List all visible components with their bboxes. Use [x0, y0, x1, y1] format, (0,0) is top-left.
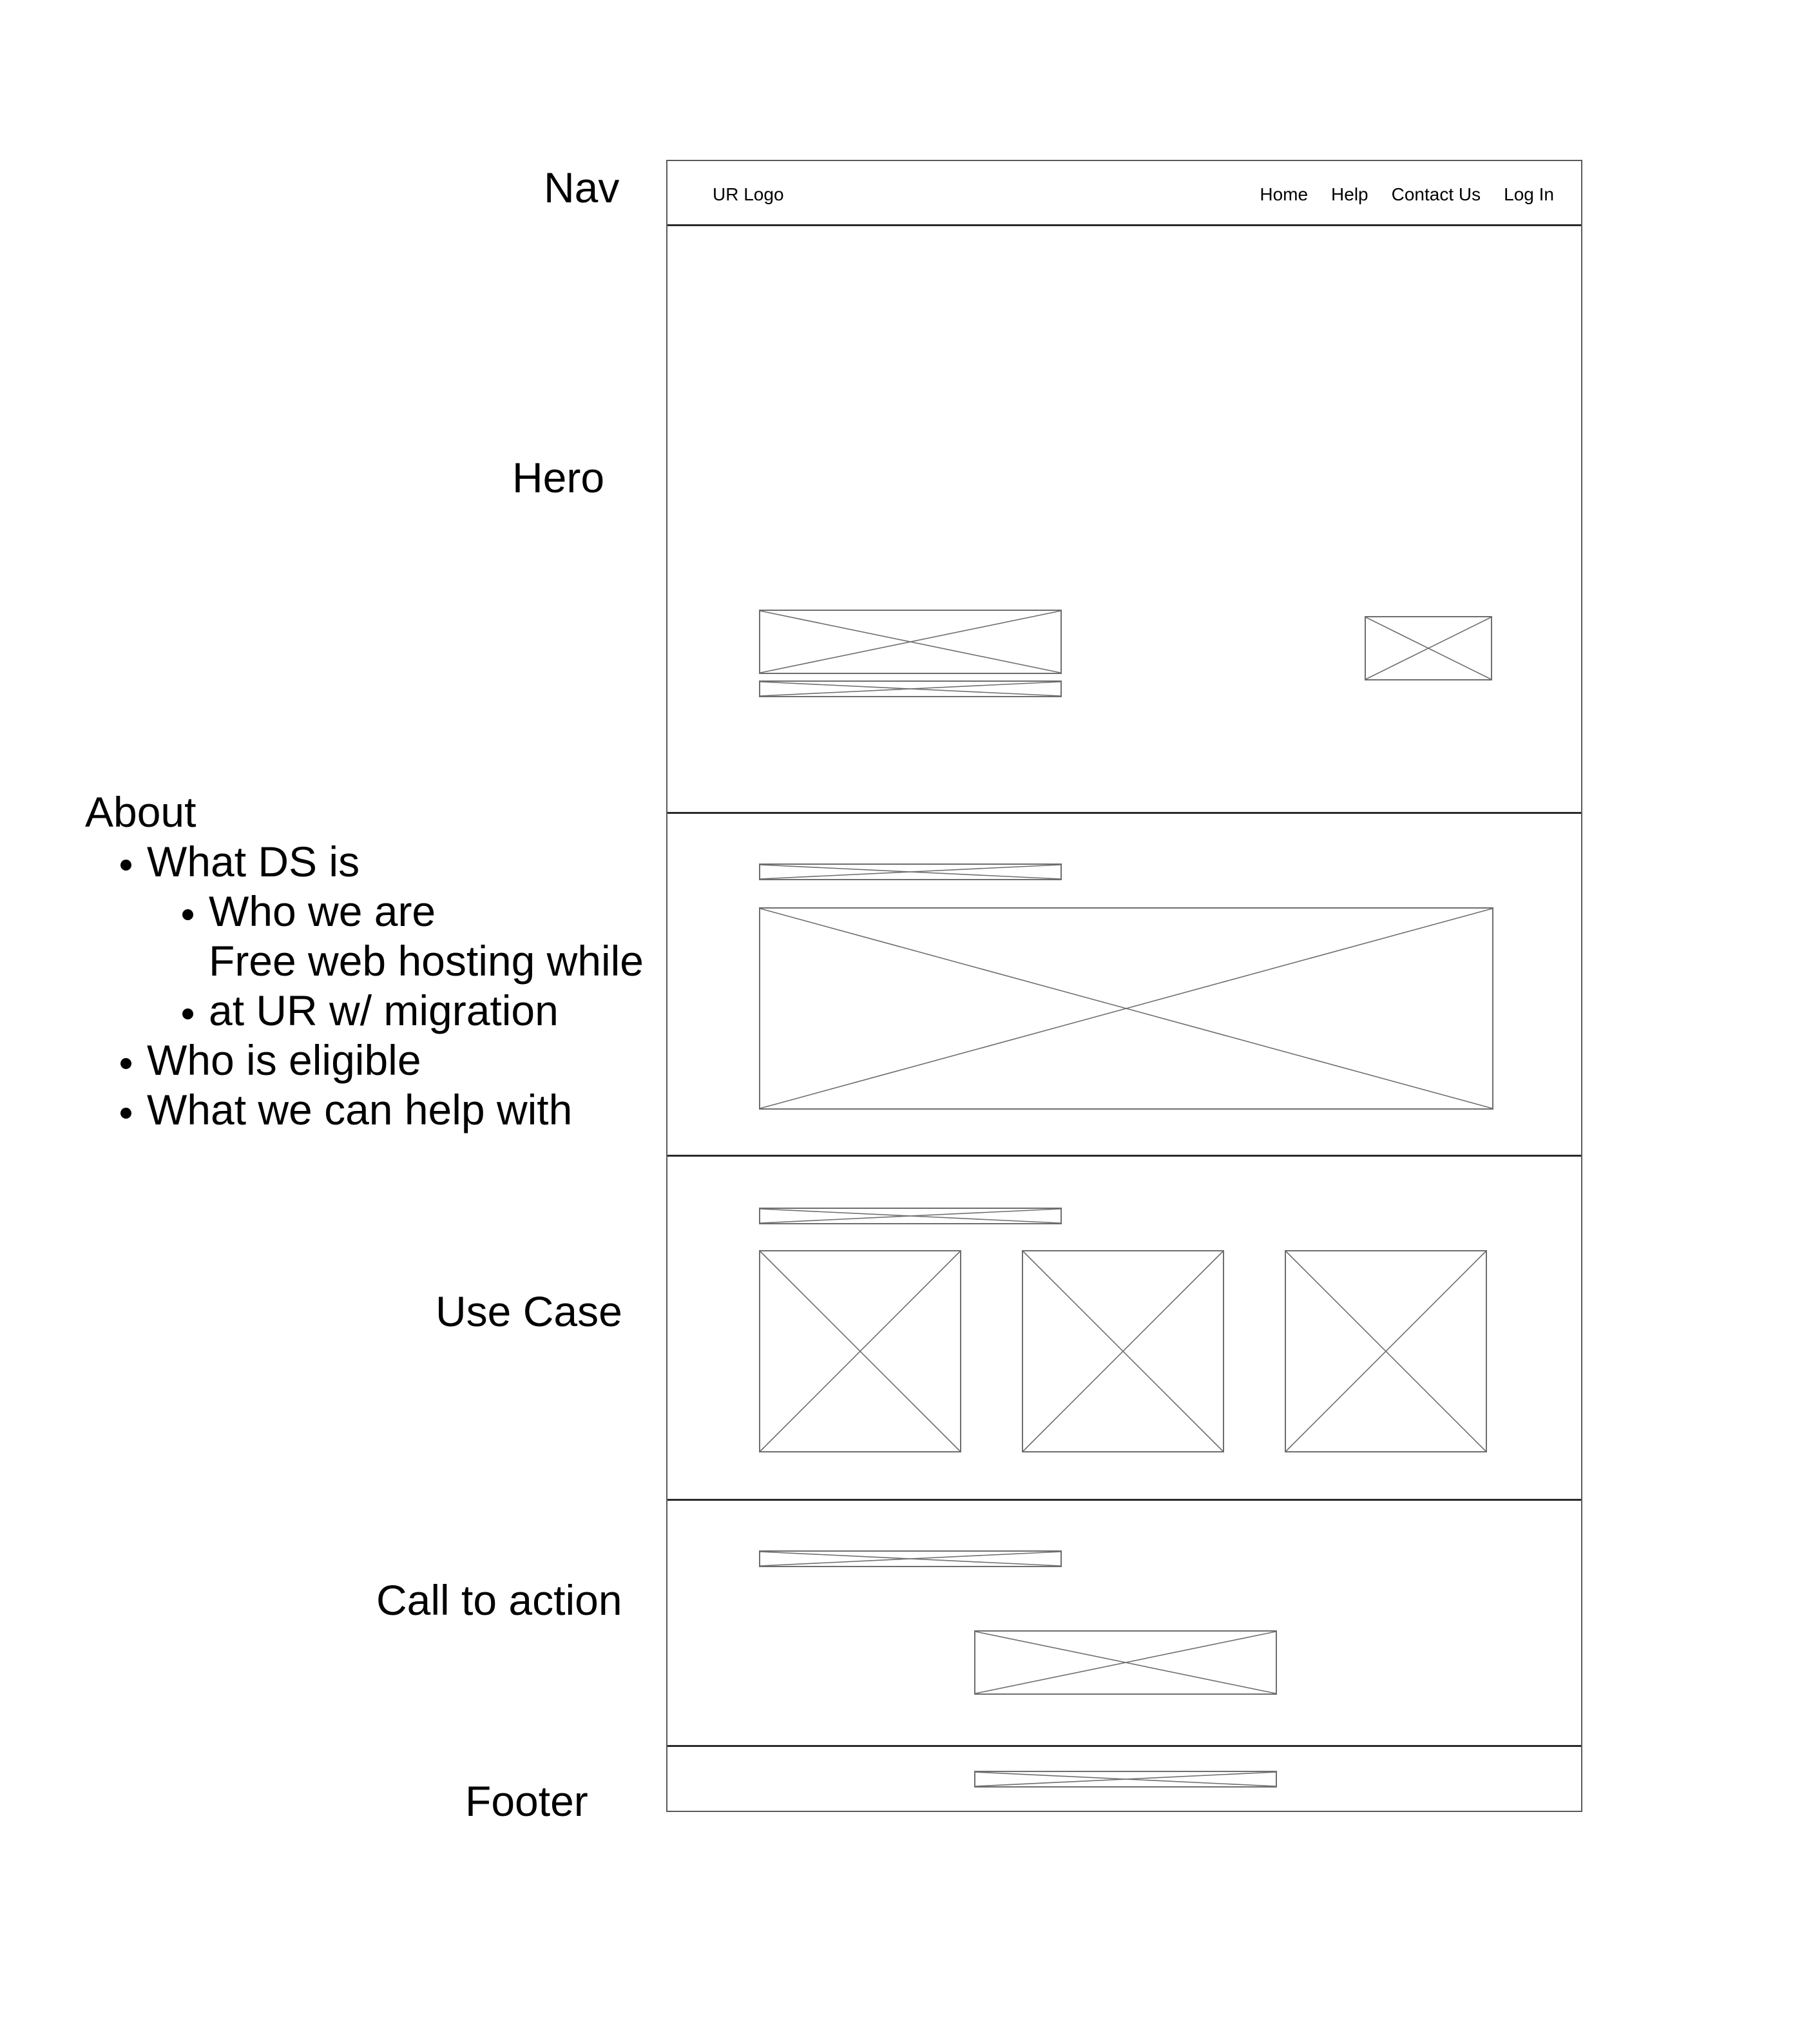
- placeholder-cross: [760, 611, 1060, 673]
- about-item-label: What DS is: [147, 838, 360, 885]
- use-case-card-placeholder: [1022, 1250, 1224, 1452]
- placeholder-cross: [975, 1632, 1276, 1693]
- placeholder-cross: [760, 1209, 1060, 1223]
- nav-divider: [667, 224, 1581, 226]
- about-image-placeholder: [759, 907, 1493, 1110]
- about-item-label: Who is eligible: [147, 1036, 421, 1084]
- nav-link-home[interactable]: Home: [1260, 184, 1309, 204]
- hero-annotation: Hero: [512, 454, 605, 501]
- about-subitem-label: Who we are: [209, 887, 436, 935]
- nav-link-contact-us[interactable]: Contact Us: [1391, 184, 1481, 204]
- about-subitem: [209, 936, 660, 1036]
- wireframe-frame: [666, 160, 1582, 1812]
- placeholder-cross: [760, 1552, 1060, 1566]
- about-item: [147, 1036, 660, 1085]
- logo-text[interactable]: UR Logo: [713, 184, 784, 204]
- about-item: [147, 837, 660, 1036]
- placeholder-cross: [1023, 1251, 1223, 1451]
- use-case-card-placeholder: [1285, 1250, 1487, 1452]
- hero-divider: [667, 812, 1581, 814]
- footer-annotation: Footer: [465, 1777, 588, 1825]
- nav-annotation: Nav: [544, 164, 620, 211]
- about-item-label: What we can help with: [147, 1086, 573, 1133]
- about-subitem: [209, 887, 660, 936]
- use-case-card-placeholder: [759, 1250, 961, 1452]
- about-divider: [667, 1155, 1581, 1157]
- about-annotation: [85, 787, 660, 1135]
- placeholder-cross: [975, 1772, 1276, 1786]
- about-heading-placeholder: [759, 863, 1062, 880]
- placeholder-cross: [760, 1251, 960, 1451]
- hero-button-placeholder: [1365, 616, 1492, 680]
- placeholder-cross: [760, 865, 1060, 879]
- call-to-action-annotation: Call to action: [376, 1576, 622, 1624]
- placeholder-cross: [760, 909, 1492, 1108]
- about-list: [85, 837, 660, 1135]
- placeholder-cross: [1366, 617, 1491, 679]
- placeholder-cross: [1286, 1251, 1486, 1451]
- placeholder-cross: [760, 682, 1060, 696]
- cta-heading-placeholder: [759, 1550, 1062, 1567]
- hero-heading-placeholder: [759, 610, 1062, 674]
- use-case-heading-placeholder: [759, 1208, 1062, 1224]
- about-sublist: [147, 887, 660, 1036]
- footer-text-placeholder: [974, 1771, 1277, 1788]
- cta-divider: [667, 1745, 1581, 1747]
- nav-link-log-in[interactable]: Log In: [1504, 184, 1554, 204]
- about-subitem-label: Free web hosting while at UR w/ migration: [209, 937, 644, 1034]
- use-case-annotation: Use Case: [436, 1287, 622, 1335]
- hero-subheading-placeholder: [759, 680, 1062, 697]
- nav-links: [1260, 184, 1554, 206]
- about-item: [147, 1085, 660, 1135]
- use-case-divider: [667, 1499, 1581, 1501]
- nav-link-help[interactable]: Help: [1331, 184, 1368, 204]
- cta-button-placeholder: [974, 1630, 1277, 1695]
- about-title: About: [85, 788, 197, 836]
